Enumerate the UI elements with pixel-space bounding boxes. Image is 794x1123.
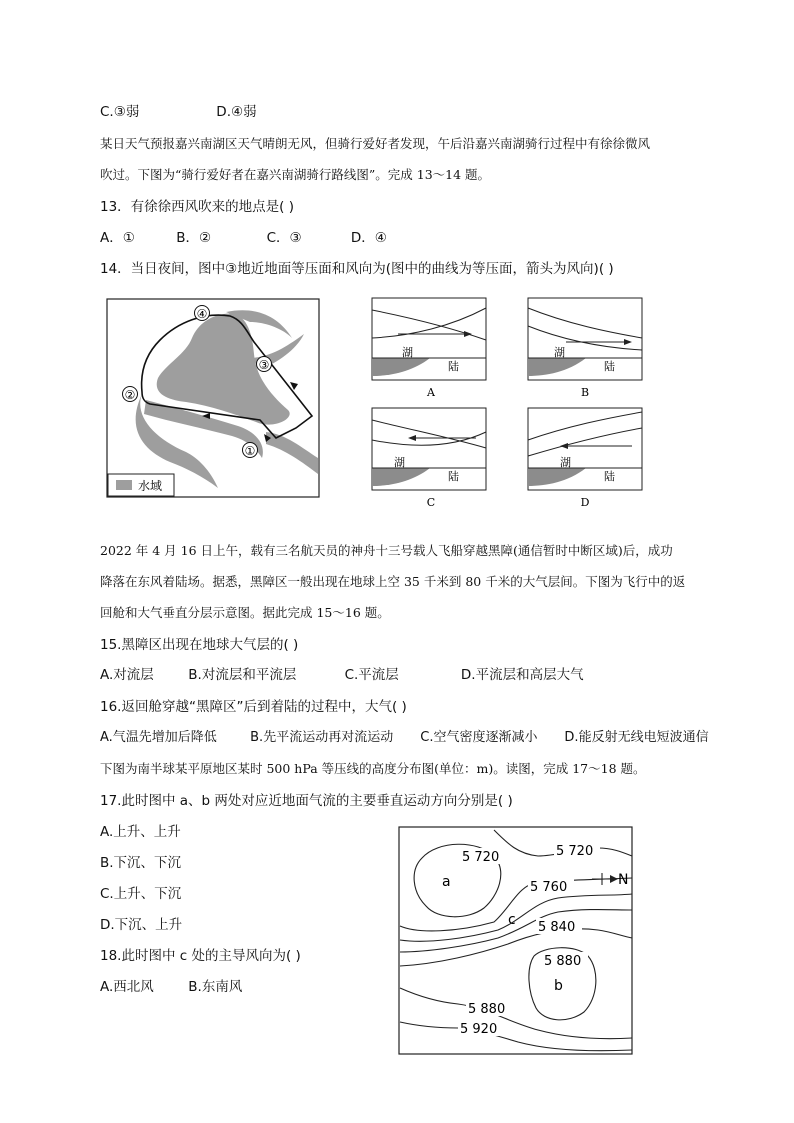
panel-d-land: 陆 xyxy=(604,470,615,483)
cycling-route-map xyxy=(106,298,320,498)
q16-option-b: B.先平流运动再对流运动 xyxy=(250,730,394,745)
q13-options xyxy=(100,229,387,247)
contour-label-5840: 5 840 xyxy=(538,920,576,935)
q16-options xyxy=(100,729,709,747)
q18-stem: 18.此时图中 c 处的主导风向为( ) xyxy=(100,948,301,964)
q12-options xyxy=(100,103,257,121)
q14-stem: 14．当日夜间，图中③地近地面等压面和风向为(图中的曲线为等压面，箭头为风向)( ) xyxy=(100,261,614,277)
map-legend xyxy=(108,474,174,496)
panel-b-land: 陆 xyxy=(604,360,615,373)
contour-label-5880-b: 5 880 xyxy=(468,1002,506,1017)
q15-option-a: A.对流层 xyxy=(100,667,154,683)
intro-15-16-line2: 降落在东风着陆场。据悉，黑障区一般出现在地球上空 35 千米到 80 千米的大气层间。下图为飞行中的返 xyxy=(100,574,686,589)
q13-stem: 13．有徐徐西风吹来的地点是( ) xyxy=(100,199,295,215)
q18-option-b: B.东南风 xyxy=(188,979,243,995)
q16-stem: 16.返回舱穿越“黑障区”后到着陆的过程中，大气( ) xyxy=(100,699,407,715)
isobar-panels xyxy=(370,296,646,512)
panel-d-lake: 湖 xyxy=(560,456,571,469)
map-point-3 xyxy=(257,357,272,373)
svg-text:②: ② xyxy=(124,388,136,402)
svg-text:④: ④ xyxy=(196,307,208,321)
q13-option-c: C．③ xyxy=(266,230,302,246)
panel-a-lake: 湖 xyxy=(402,346,413,359)
q15-option-c: C.平流层 xyxy=(344,667,399,683)
q18-options xyxy=(100,978,242,996)
point-c: c xyxy=(508,912,516,928)
panel-label-c: C xyxy=(426,496,436,509)
intro-13-14-line1: 某日天气预报嘉兴南湖区天气晴朗无风，但骑行爱好者发现，午后沿嘉兴南湖骑行过程中有徐徐微风 xyxy=(100,136,651,151)
panel-b xyxy=(528,298,642,380)
north-label: N xyxy=(618,872,629,888)
intro-13-14-line2: 吹过。下图为“骑行爱好者在嘉兴南湖骑行路线图”。完成 13～14 题。 xyxy=(100,167,491,182)
intro-15-16-line3: 回舱和大气垂直分层示意图。据此完成 15～16 题。 xyxy=(100,605,390,620)
contour-label-5920: 5 920 xyxy=(460,1022,498,1037)
contour-label-5880-a: 5 880 xyxy=(544,954,582,969)
q12-option-c: C.③弱 xyxy=(100,104,140,120)
q17-option-c: C.上升、下沉 xyxy=(100,886,182,902)
contour-label-5760: 5 760 xyxy=(530,880,568,895)
svg-text:①: ① xyxy=(244,444,256,458)
intro-15-16-line1: 2022 年 4 月 16 日上午，载有三名航天员的神舟十三号载人飞船穿越黑障(通信暂时中断区域)后，成功 xyxy=(100,543,673,558)
panel-label-b: B xyxy=(580,386,590,399)
q16-option-d: D.能反射无线电短波通信 xyxy=(564,730,709,745)
q12-option-d: D.④弱 xyxy=(216,104,257,120)
map-point-2 xyxy=(123,387,138,403)
point-a: a xyxy=(442,874,451,890)
q15-option-b: B.对流层和平流层 xyxy=(188,667,297,683)
q17-option-a: A.上升、上升 xyxy=(100,824,181,840)
q15-stem: 15.黑障区出现在地球大气层的( ) xyxy=(100,637,299,653)
q16-option-a: A.气温先增加后降低 xyxy=(100,730,217,745)
q13-option-d: D．④ xyxy=(350,230,387,246)
panel-b-lake: 湖 xyxy=(554,346,565,359)
q17-option-b: B.下沉、下沉 xyxy=(100,855,182,871)
q17-option-d: D.下沉、上升 xyxy=(100,917,183,933)
q16-option-c: C.空气密度逐渐减小 xyxy=(420,730,538,745)
contour-label-5720-a: 5 720 xyxy=(462,850,500,865)
q18-option-a: A.西北风 xyxy=(100,979,154,995)
panel-c xyxy=(372,408,486,490)
q15-options xyxy=(100,666,584,684)
q17-stem: 17.此时图中 a、b 两处对应近地面气流的主要垂直运动方向分别是( ) xyxy=(100,793,513,809)
panel-a-land: 陆 xyxy=(448,360,459,373)
panel-c-land: 陆 xyxy=(448,470,459,483)
map-point-1 xyxy=(243,443,258,459)
contour-label-5720-b: 5 720 xyxy=(556,844,594,859)
panel-c-lake: 湖 xyxy=(394,456,405,469)
q13-option-a: A．① xyxy=(100,230,135,246)
map-point-4 xyxy=(195,306,210,322)
q15-option-d: D.平流层和高层大气 xyxy=(460,667,584,683)
svg-text:③: ③ xyxy=(258,358,270,372)
intro-17-18-line1: 下图为南半球某平原地区某时 500 hPa 等压线的高度分布图(单位：m)。读图，完成 17～18 题。 xyxy=(100,761,646,776)
svg-text:水域: 水域 xyxy=(138,479,163,493)
point-b: b xyxy=(554,978,563,994)
panel-label-d: D xyxy=(580,496,590,509)
panel-label-a: A xyxy=(427,386,435,399)
panel-a xyxy=(372,298,486,380)
panel-d xyxy=(528,408,642,490)
contour-map xyxy=(398,826,634,1056)
q13-option-b: B．② xyxy=(176,230,212,246)
